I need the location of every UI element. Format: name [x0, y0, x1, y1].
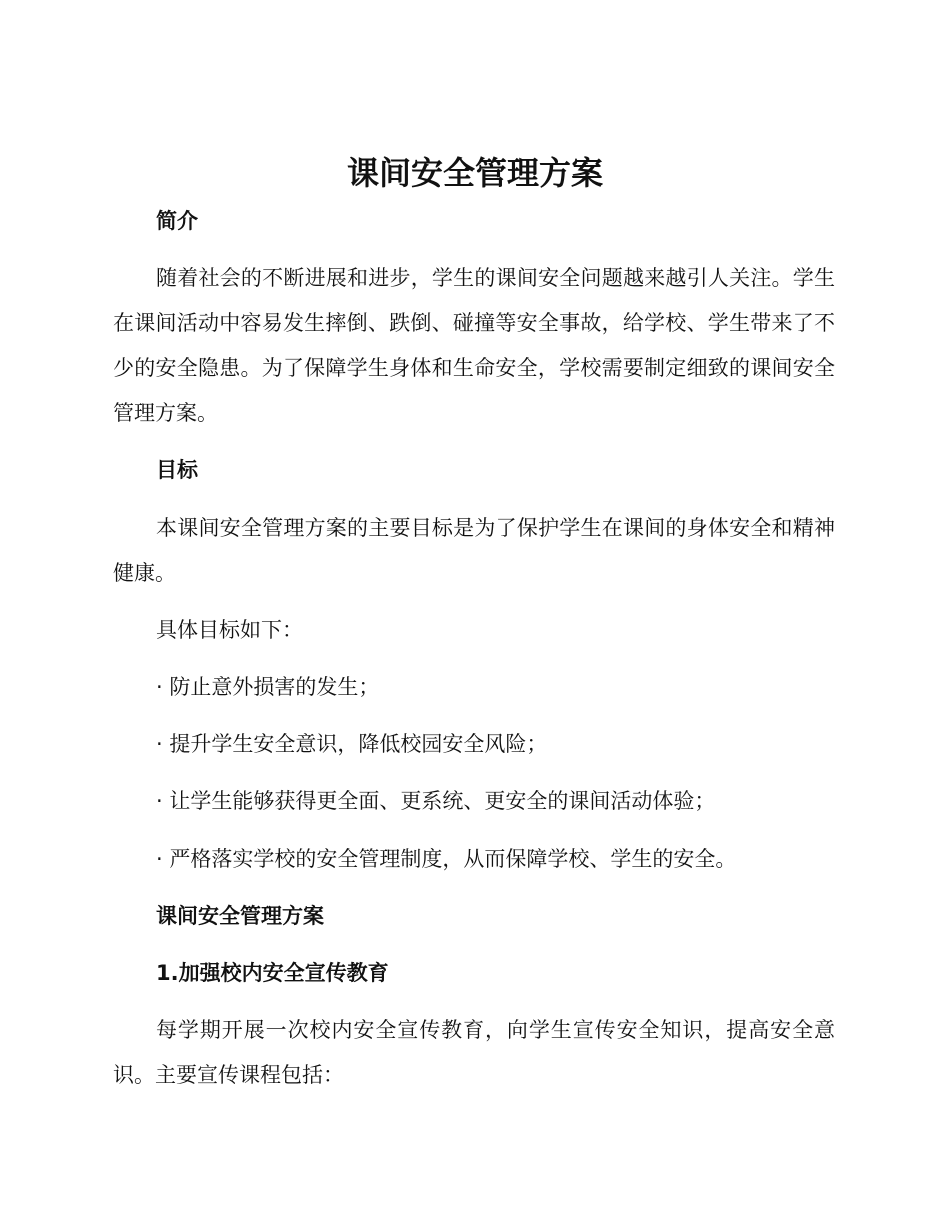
goal-bullet-item: · 严格落实学校的安全管理制度，从而保障学校、学生的安全。 — [156, 847, 737, 871]
goal-bullet-item: · 防止意外损害的发生； — [156, 675, 380, 699]
goal-list-intro: 具体目标如下： — [156, 618, 303, 642]
section-heading-plan: 课间安全管理方案 — [156, 904, 324, 928]
section-heading-intro: 简介 — [156, 209, 198, 233]
section-heading-goal: 目标 — [156, 458, 198, 482]
goal-paragraph: 本课间安全管理方案的主要目标是为了保护学生在课间的身体安全和精神健康。 — [113, 516, 835, 585]
subsection-heading-1: 1.加强校内安全宣传教育 — [156, 961, 389, 985]
document-title: 课间安全管理方案 — [346, 154, 603, 192]
plan-sub1-paragraph: 每学期开展一次校内安全宣传教育，向学生宣传安全知识，提高安全意识。主要宣传课程包括： — [113, 1018, 835, 1087]
goal-bullet-item: · 让学生能够获得更全面、更系统、更安全的课间活动体验； — [156, 789, 716, 813]
intro-paragraph: 随着社会的不断进展和进步，学生的课间安全问题越来越引人关注。学生在课间活动中容易发生摔倒、跌倒、碰撞等安全事故，给学校、学生带来了不少的安全隐患。为了保障学生身体和生命安全，学校需要制定细致的课间安全管理方案。 — [113, 266, 835, 425]
goal-bullet-item: · 提升学生安全意识，降低校园安全风险； — [156, 732, 548, 756]
